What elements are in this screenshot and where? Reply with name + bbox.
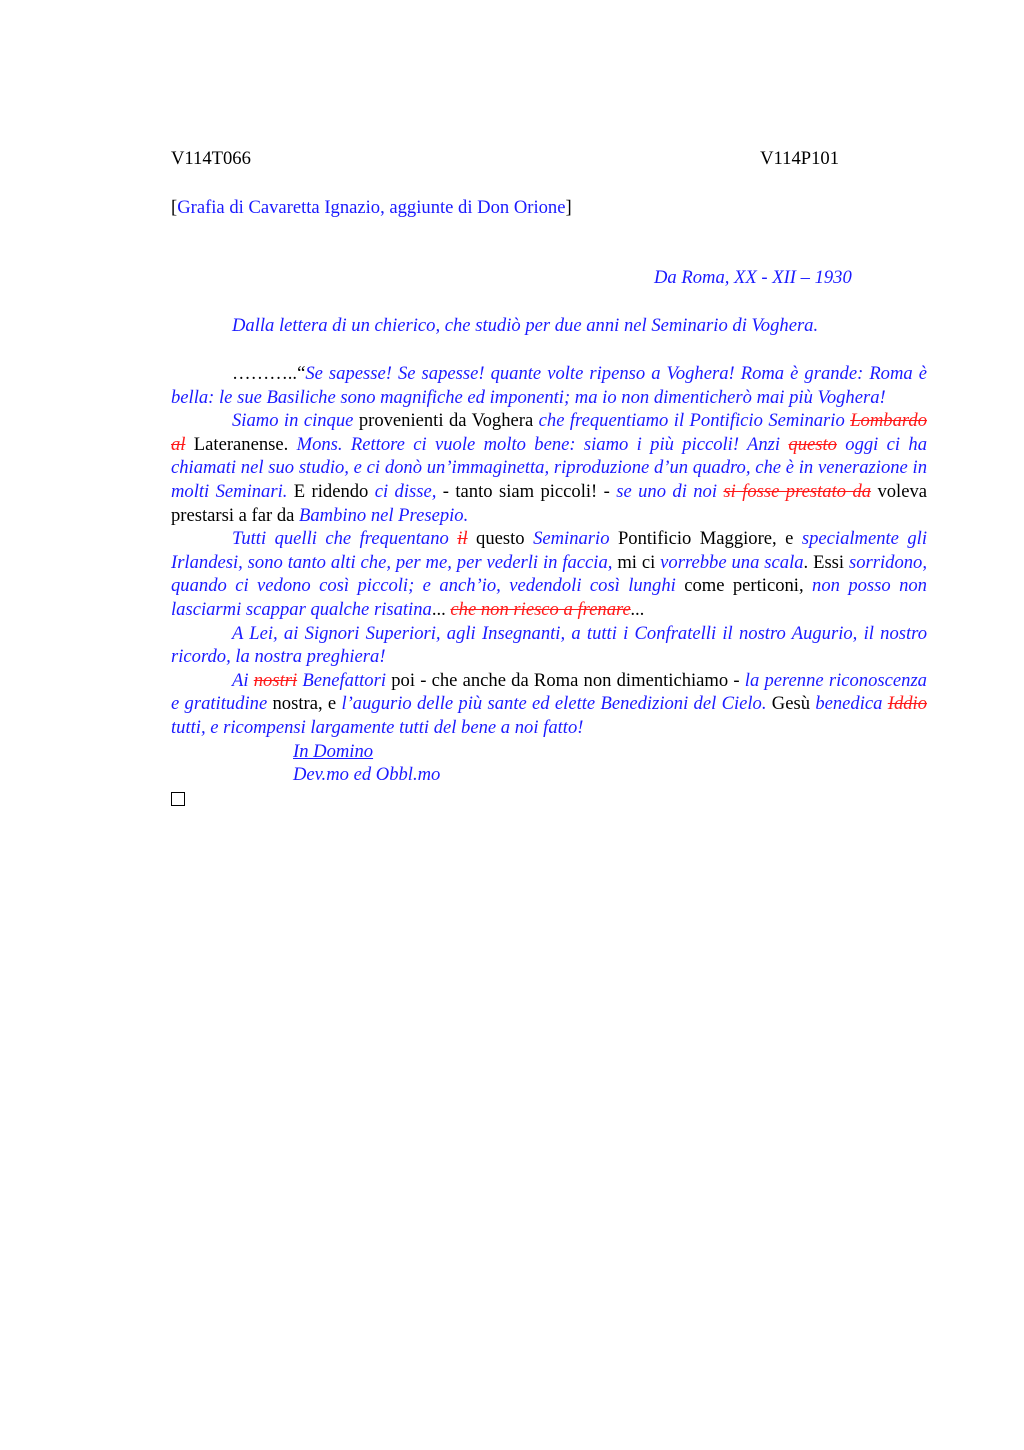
header-row (171, 147, 839, 171)
p3-span: vorrebbe una scala (660, 551, 804, 573)
p5-span: Ai (232, 669, 254, 691)
p2-span: E ridendo (287, 480, 375, 502)
p3-span: sorridono, quando ci vedono così piccoli; e anch’io, vedendoli così lunghi (171, 551, 927, 597)
paragraph-1 (171, 362, 927, 409)
p2-deletion: si fosse prestato da (723, 480, 872, 502)
p2-span: se uno di noi (616, 480, 724, 502)
p2-span: Lateranense. (185, 433, 297, 455)
p5-span: poi - che anche da Roma non dimentichiamo - (386, 669, 745, 691)
p3-span: ... (431, 598, 451, 620)
p3-span: Pontificio Maggiore, e (609, 528, 802, 550)
p2-span: Siamo in cinque (232, 410, 354, 432)
p3-deletion: che non riesco a frenare (450, 598, 631, 620)
p5-span: nostra, e (267, 693, 342, 715)
p5-span: la perenne riconoscenza e gratitudine (171, 669, 927, 715)
p3-span: questo (467, 528, 534, 550)
p1-text: Se sapesse! Se sapesse! quante volte ripenso a Voghera! Roma è grande: Roma è bella: le sue Basiliche sono magnifiche ed imponenti; ma io non dimenticherò mai più Voghera! (171, 363, 927, 408)
p3-span: Seminario (533, 528, 610, 550)
dateline: Da Roma, XX - XII – 1930 (654, 267, 852, 288)
p2-span: Mons. Rettore ci vuole molto bene: siamo i più piccoli! Anzi (296, 433, 789, 455)
note-text: Grafia di Cavaretta Ignazio, aggiunte di Don Orione (177, 197, 566, 218)
p2-span: oggi ci ha chiamati nel suo studio, e ci donò un’immaginetta, riproduzione d’un quadro, che è in venerazione in molti Seminari. (171, 433, 928, 502)
document-code-left: V114T066 (171, 148, 251, 169)
p3-span: . Essi (803, 551, 849, 573)
note-open-bracket: [ (171, 197, 178, 218)
paragraph-4: A Lei, ai Signori Superiori, agli Insegnanti, a tutti i Confratelli il nostro Augurio, il nostro ricordo, la nostra preghiera! (171, 622, 927, 668)
p1-dots: ………..“ (232, 363, 306, 384)
p2-span: provenienti da Voghera (353, 410, 539, 432)
paragraph-5 (171, 669, 927, 740)
p2-deletion: questo (788, 433, 837, 455)
p5-span: l’augurio delle più sante ed elette Benedizioni del Cielo. (341, 693, 767, 715)
end-marker (171, 787, 927, 813)
p2-span: - tanto siam piccoli! - (436, 480, 617, 502)
paragraph-2 (171, 409, 927, 527)
intro-line: Dalla lettera di un chierico, che studiò per due anni nel Seminario di Voghera. (232, 315, 819, 336)
p2-deletion: Lombardo al (171, 410, 928, 455)
closing-in-domino (171, 740, 927, 764)
p2-span: che frequentiamo il Pontificio Seminario (538, 410, 851, 432)
p2-span: Bambino nel Presepio. (299, 504, 469, 526)
p3-span: ... (630, 598, 645, 620)
p5-span: tutti, e ricompensi largamente tutti del bene a noi fatto! (171, 716, 584, 738)
p5-span: benedica (815, 693, 888, 715)
p5-deletion: nostri (253, 669, 298, 691)
p3-span: specialmente gli Irlandesi, sono tanto alti che, per me, per vederli in faccia, (171, 528, 928, 573)
p5-deletion: Iddio (887, 693, 927, 715)
p5-span: Benefattori (297, 669, 387, 691)
note-close-bracket: ] (565, 197, 572, 218)
p5-span: Gesù (766, 693, 816, 715)
p3-span: come perticoni, (675, 575, 813, 597)
p2-span: ci disse, (374, 480, 437, 502)
p3-span: non posso non lasciarmi scappar qualche risatina (171, 575, 927, 620)
p3-span: mi ci (612, 551, 661, 573)
document-code-right: V114P101 (760, 148, 839, 169)
p3-span: Tutti quelli che frequentano (232, 528, 458, 550)
editorial-note (171, 196, 572, 220)
closing-line-1: In Domino (293, 740, 374, 762)
letter-body (171, 362, 927, 812)
p3-deletion: il (457, 528, 468, 550)
empty-square-icon (171, 792, 185, 806)
paragraph-3 (171, 527, 927, 621)
closing-signature: Dev.mo ed Obbl.mo (293, 764, 441, 786)
p2-span: voleva prestarsi a far da (171, 480, 928, 526)
